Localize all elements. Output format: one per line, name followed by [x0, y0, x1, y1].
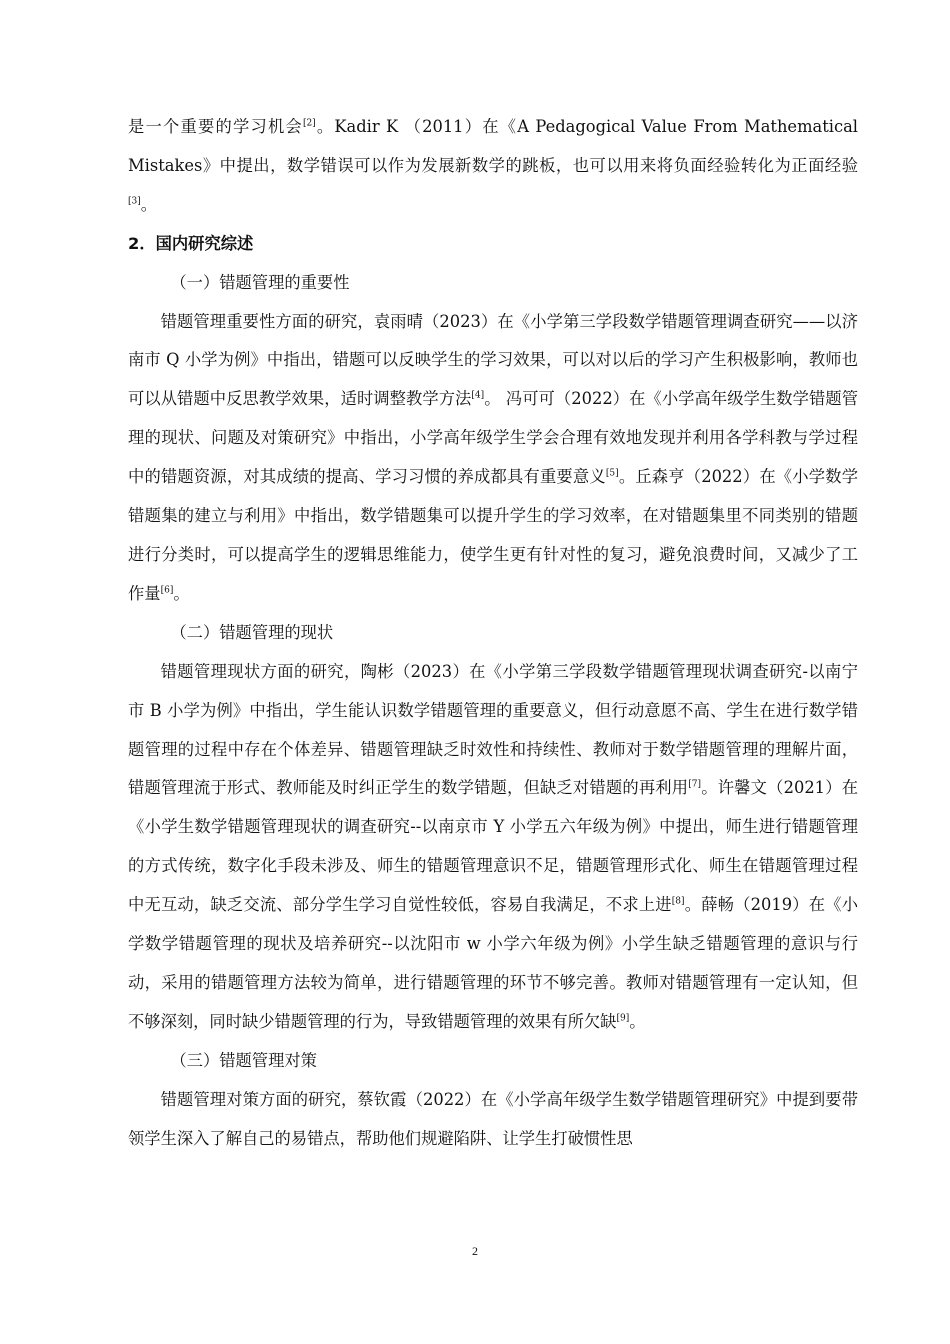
citation-ref: [8]: [671, 896, 685, 907]
text-run: 。: [173, 583, 190, 603]
citation-ref: [3]: [128, 196, 141, 207]
citation-ref: [6]: [160, 585, 174, 596]
paragraph: [128, 1081, 858, 1159]
paragraph: [128, 108, 858, 225]
text-run: 2．国内研究综述: [128, 233, 254, 253]
subsection-heading: [128, 264, 858, 303]
text-run: 。丘森亨（2022）在《小学数学错题集的建立与利用》中指出，数学错题集可以提升学生的学习效率，在对错题集里不同类别的错题进行分类时，可以提高学生的逻辑思维能力，使学生更有针对性的复习，避免浪费时间，又减少了工作量: [128, 467, 858, 603]
text-run: （二）错题管理的现状: [170, 622, 334, 642]
section-heading: [128, 225, 858, 264]
paragraph: [128, 303, 858, 614]
text-run: （一）错题管理的重要性: [170, 272, 350, 292]
text-run: 。 冯可可（2022）在《小学高年级学生数学错题管理的现状、问题及对策研究》中指出，小学高年级学生学会合理有效地发现并利用各学科教与学过程中的错题资源，对其成绩的提高、学习习惯的养成都具有重要意义: [128, 389, 858, 487]
citation-ref: [9]: [616, 1013, 630, 1024]
citation-ref: [4]: [471, 390, 485, 401]
text-run: 。Kadir K （2011）在《A Pedagogical Value From Mathematical Mistakes》中提出，数学错误可以作为发展新数学的跳板，也可以用来将负面经验转化为正面经验: [128, 117, 858, 175]
citation-ref: [2]: [302, 118, 316, 129]
text-run: 。许馨文（2021）在《小学生数学错题管理现状的调查研究--以南京市 Y 小学五六年级为例》中提出，师生进行错题管理的方式传统，数字化手段未涉及、师生的错题管理意识不足，错题管理形式化、师生在错题管理过程中无互动，缺乏交流、部分学生学习自觉性较低，容易自我满足，不求上进: [128, 778, 858, 915]
text-run: 错题管理对策方面的研究，蔡钦霞（2022）在《小学高年级学生数学错题管理研究》中提到要带领学生深入了解自己的易错点，帮助他们规避陷阱、让学生打破惯性思: [128, 1089, 858, 1148]
text-run: 错题管理现状方面的研究，陶彬（2023）在《小学第三学段数学错题管理现状调查研究-以南宁市 B 小学为例》中指出，学生能认识数学错题管理的重要意义，但行动意愿不高、学生在进行数学错题管理的过程中存在个体差异、错题管理缺乏时效性和持续性、教师对于数学错题管理的理解片面，错题管理流于形式、教师能及时纠正学生的数学错题，但缺乏对错题的再利用: [128, 661, 858, 798]
text-run: （三）错题管理对策: [170, 1050, 317, 1070]
text-run: 是一个重要的学习机会: [128, 117, 303, 136]
citation-ref: [5]: [605, 468, 619, 479]
body-text: [128, 108, 858, 1158]
citation-ref: [7]: [688, 779, 702, 790]
text-run: 。: [629, 1011, 646, 1031]
page-number: 2: [472, 1244, 478, 1258]
paragraph: [128, 653, 858, 1042]
text-run: 错题管理重要性方面的研究，袁雨晴（2023）在《小学第三学段数学错题管理调查研究——以济南市 Q 小学为例》中指出，错题可以反映学生的学习效果，可以对以后的学习产生积极影响，教师也可以从错题中反思教学效果，适时调整教学方法: [128, 311, 858, 409]
subsection-heading: [128, 1042, 858, 1081]
text-run: 。薛畅（2019）在《小学数学错题管理的现状及培养研究--以沈阳市 w 小学六年级为例》小学生缺乏错题管理的意识与行动，采用的错题管理方法较为简单，进行错题管理的环节不够完善。教师对错题管理有一定认知，但不够深刻，同时缺少错题管理的行为，导致错题管理的效果有所欠缺: [128, 895, 858, 1031]
subsection-heading: [128, 614, 858, 653]
text-run: 。: [140, 194, 158, 214]
